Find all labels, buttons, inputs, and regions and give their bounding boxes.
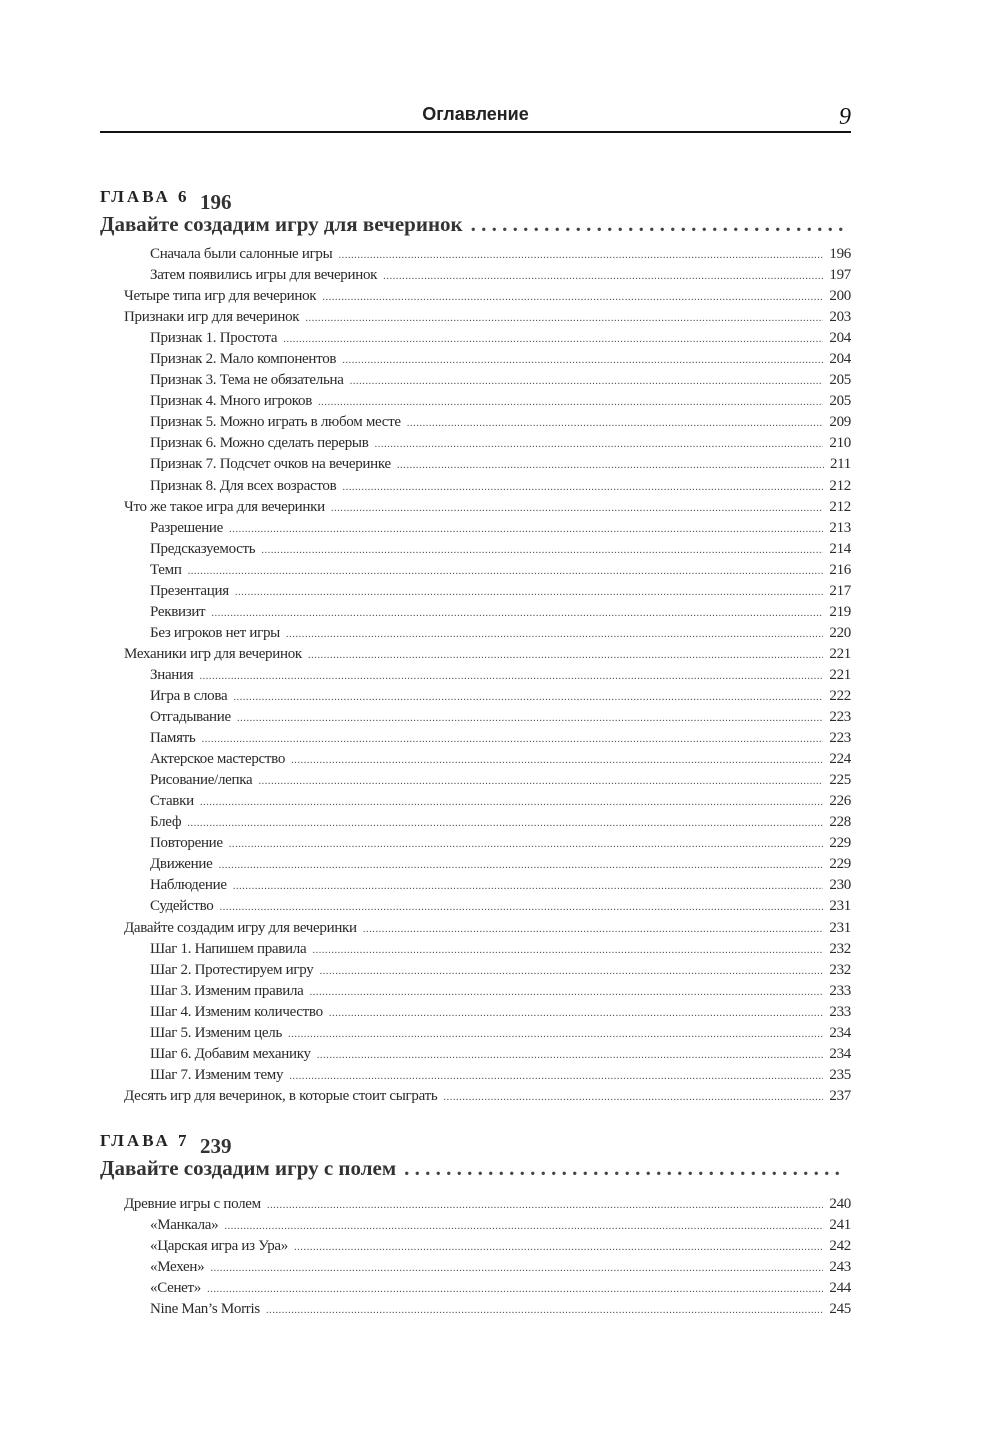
- toc-entry[interactable]: [100, 1044, 851, 1065]
- running-title: Оглавление: [422, 104, 529, 124]
- dot-leader: [229, 834, 824, 855]
- toc-entry[interactable]: [100, 749, 851, 770]
- toc-entry-page: 223: [829, 730, 851, 747]
- toc-entry-page: 229: [829, 856, 851, 873]
- toc-entry-title: Древние игры с полем: [124, 1196, 261, 1212]
- toc-entry[interactable]: [100, 644, 851, 665]
- toc-entry-title: Признак 5. Можно играть в любом месте: [150, 414, 401, 431]
- dot-leader: [200, 792, 824, 813]
- dot-leader: [286, 624, 823, 645]
- dot-leader: [397, 455, 824, 476]
- dot-leader: [308, 645, 823, 666]
- dot-leader: [288, 1024, 823, 1045]
- toc-entry-title: Сначала были салонные игры: [150, 246, 333, 262]
- toc-entry-page: 243: [829, 1259, 851, 1276]
- toc-entry-title: Механики игр для вечеринок: [124, 645, 302, 662]
- dot-leader: [318, 392, 823, 413]
- dot-leader: [207, 1279, 823, 1300]
- toc-entry[interactable]: [100, 244, 851, 265]
- toc-entry-page: 240: [829, 1196, 851, 1212]
- toc-entry[interactable]: [100, 454, 851, 475]
- toc-entry-title: Признаки игр для вечеринок: [124, 309, 300, 326]
- toc-entry-page: 204: [829, 351, 851, 368]
- toc-entry-page: 204: [829, 330, 851, 347]
- toc-entry-page: 233: [829, 1003, 851, 1020]
- toc-entry-page: 212: [829, 477, 851, 494]
- dot-leader: [233, 687, 823, 708]
- dot-leader: [317, 1045, 824, 1066]
- dot-leader: [342, 477, 823, 498]
- dot-leader: [363, 919, 824, 940]
- running-head: [100, 104, 851, 132]
- toc-entry[interactable]: [100, 833, 851, 854]
- chapter-6-entries: [100, 244, 851, 1107]
- dot-leader: [310, 982, 824, 1003]
- toc-entry-title: Реквизит: [150, 603, 206, 620]
- toc-entry[interactable]: [100, 812, 851, 833]
- toc-entry-title: Что же такое игра для вечеринки: [124, 498, 325, 515]
- toc-entry[interactable]: [100, 391, 851, 412]
- toc-entry-page: 214: [829, 540, 851, 557]
- toc-entry-page: 231: [829, 898, 851, 915]
- toc-entry-title: Шаг 5. Изменим цель: [150, 1024, 282, 1041]
- chapter-title: Давайте создадим игру с полем: [100, 1156, 397, 1180]
- toc-entry[interactable]: [100, 918, 851, 939]
- toc-entry[interactable]: [100, 1086, 851, 1107]
- toc-entry-page: 219: [829, 603, 851, 620]
- toc-entry-title: Память: [150, 730, 196, 747]
- toc-entry-title: «Манкала»: [150, 1217, 219, 1234]
- toc-entry-title: Рисование/лепка: [150, 772, 253, 789]
- toc-entry-title: Признак 1. Простота: [150, 330, 278, 347]
- dot-leader: [218, 855, 823, 876]
- dot-leader: [266, 1300, 824, 1321]
- dot-leader: [407, 413, 824, 434]
- dot-leader: [329, 1003, 824, 1024]
- toc-entry-title: «Мехен»: [150, 1259, 205, 1276]
- toc-entry-title: Темп: [150, 561, 182, 578]
- toc-entry-page: 235: [829, 1066, 851, 1083]
- dot-leader: [375, 434, 824, 455]
- dot-leader: [187, 813, 823, 834]
- toc-entry-title: «Царская игра из Ура»: [150, 1238, 288, 1255]
- chapter-label: ГЛАВА 7: [100, 1131, 190, 1150]
- dot-leader: [319, 961, 823, 982]
- dot-leader: [188, 561, 824, 582]
- toc-entry[interactable]: [100, 497, 851, 518]
- dot-leader: [258, 771, 823, 792]
- dot-leader: [312, 940, 823, 961]
- dot-leader: [443, 1087, 823, 1108]
- toc-entry-page: 217: [829, 582, 851, 599]
- dot-leader: [294, 1237, 823, 1258]
- toc-entry-page: 224: [829, 751, 851, 768]
- toc-entry-page: 231: [829, 919, 851, 936]
- toc-entry-title: Шаг 3. Изменим правила: [150, 982, 304, 999]
- page-number: 9: [839, 104, 851, 130]
- toc-entry-page: 211: [829, 456, 851, 473]
- toc-entry-title: Десять игр для вечеринок, в которые стоит сыграть: [124, 1087, 438, 1104]
- toc-entry-title: Шаг 7. Изменим тему: [150, 1066, 284, 1083]
- toc-entry[interactable]: [100, 1278, 851, 1299]
- toc-entry-title: Судейство: [150, 898, 214, 915]
- toc-entry[interactable]: [100, 939, 851, 960]
- toc-entry-page: 200: [829, 288, 851, 305]
- toc-entry[interactable]: [100, 1236, 851, 1257]
- toc-entry-title: «Сенет»: [150, 1280, 201, 1297]
- dot-leader: [331, 498, 824, 519]
- dot-leader: [229, 519, 823, 540]
- chapter-7-entries: [100, 1194, 851, 1320]
- dot-leader: [289, 1066, 823, 1087]
- toc-entry-title: Знания: [150, 666, 194, 683]
- toc-entry-page: 203: [829, 309, 851, 326]
- toc-entry[interactable]: [100, 433, 851, 454]
- dot-leader: [350, 371, 824, 392]
- toc-entry[interactable]: [100, 791, 851, 812]
- toc-entry[interactable]: [100, 1065, 851, 1086]
- toc-entry-page: 241: [829, 1217, 851, 1234]
- toc-entry-page: 205: [829, 372, 851, 389]
- chapter-title: Давайте создадим игру для вечеринок: [100, 212, 463, 236]
- toc-entry-title: Признак 7. Подсчет очков на вечеринке: [150, 456, 391, 473]
- toc-entry[interactable]: [100, 770, 851, 791]
- toc-entry-title: Четыре типа игр для вечеринок: [124, 288, 317, 305]
- toc-entry-title: Затем появились игры для вечеринок: [150, 267, 378, 284]
- toc-entry-title: Повторение: [150, 835, 223, 852]
- dot-leader: [237, 708, 824, 729]
- toc-entry[interactable]: [100, 286, 851, 307]
- toc-entry-title: Признак 8. Для всех возрастов: [150, 477, 337, 494]
- toc-entry[interactable]: [100, 981, 851, 1002]
- toc-entry[interactable]: [100, 370, 851, 391]
- toc-entry-page: 225: [829, 772, 851, 789]
- toc-entry-title: Признак 3. Тема не обязательна: [150, 372, 344, 389]
- dot-leader: [338, 245, 823, 266]
- toc-entry-title: Шаг 4. Изменим количество: [150, 1003, 323, 1020]
- toc-entry-page: 233: [829, 982, 851, 999]
- toc-entry-title: Давайте создадим игру для вечеринки: [124, 919, 357, 936]
- toc-entry[interactable]: [100, 328, 851, 349]
- toc-entry[interactable]: [100, 1257, 851, 1278]
- toc-entry-page: 229: [829, 835, 851, 852]
- toc-entry-page: 216: [829, 561, 851, 578]
- toc-entry[interactable]: [100, 1299, 851, 1320]
- toc-entry[interactable]: [100, 476, 851, 497]
- dot-leader: [322, 287, 823, 308]
- toc-entry-page: 242: [829, 1238, 851, 1255]
- toc-entry[interactable]: [100, 307, 851, 328]
- toc-entry-page: 221: [829, 645, 851, 662]
- toc-entry[interactable]: [100, 539, 851, 560]
- toc-entry-title: Презентация: [150, 582, 229, 599]
- toc-entry[interactable]: [100, 728, 851, 749]
- chapter-6: [100, 186, 851, 1107]
- toc-entry-page: 196: [829, 246, 851, 262]
- dot-leader: [224, 1216, 823, 1237]
- toc-entry[interactable]: [100, 518, 851, 539]
- dot-leader: [211, 603, 823, 624]
- toc-entry[interactable]: [100, 623, 851, 644]
- toc-entry-page: 205: [829, 393, 851, 410]
- toc-entry[interactable]: [100, 1002, 851, 1023]
- toc-entry-title: Шаг 1. Напишем правила: [150, 940, 307, 957]
- dot-leader: [233, 876, 824, 897]
- toc-entry-page: 223: [829, 709, 851, 726]
- toc-entry[interactable]: [100, 896, 851, 917]
- toc-entry[interactable]: [100, 349, 851, 370]
- toc-entry-title: Актерское мастерство: [150, 751, 286, 768]
- dot-leader: [235, 582, 824, 603]
- toc-entry-title: Шаг 6. Добавим механику: [150, 1045, 311, 1062]
- toc-entry-title: Предсказуемость: [150, 540, 256, 557]
- toc-entry[interactable]: [100, 665, 851, 686]
- toc-entry-page: 197: [829, 267, 851, 284]
- toc-entry[interactable]: [100, 1023, 851, 1044]
- toc-entry-title: Признак 4. Много игроков: [150, 393, 312, 410]
- toc-entry-title: Наблюдение: [150, 877, 227, 894]
- toc-entry-page: 210: [829, 435, 851, 452]
- dot-leader: [210, 1258, 823, 1279]
- toc-entry-page: 226: [829, 793, 851, 810]
- toc-entry-title: Nine Man’s Morris: [150, 1301, 260, 1318]
- toc-entry-page: 232: [829, 961, 851, 978]
- toc-entry[interactable]: [100, 707, 851, 728]
- toc-entry-title: Разрешение: [150, 519, 224, 536]
- toc-entry[interactable]: [100, 412, 851, 433]
- toc-entry[interactable]: [100, 602, 851, 623]
- toc-entry-page: 221: [829, 666, 851, 683]
- dot-leader: [283, 329, 823, 350]
- toc-entry-title: Отгадывание: [150, 709, 231, 726]
- toc-entry-page: 234: [829, 1045, 851, 1062]
- toc-entry-page: 245: [829, 1301, 851, 1318]
- chapter-label: ГЛАВА 6: [100, 187, 190, 206]
- toc-entry[interactable]: [100, 854, 851, 875]
- toc-entry-page: 212: [829, 498, 851, 515]
- toc-entry-title: Без игроков нет игры: [150, 624, 280, 641]
- toc-entry-title: Ставки: [150, 793, 194, 810]
- chapter-page: 239: [200, 1134, 232, 1158]
- dot-leader: [201, 729, 823, 750]
- toc-entry-title: Движение: [150, 856, 213, 873]
- toc-entry-page: 222: [829, 687, 851, 704]
- toc-entry[interactable]: [100, 875, 851, 896]
- toc-entry-page: 244: [829, 1280, 851, 1297]
- dot-leader: [305, 308, 823, 329]
- dot-leader: [267, 1195, 824, 1216]
- toc-entry-page: 213: [829, 519, 851, 536]
- dot-leader: [261, 540, 823, 561]
- toc-entry-page: 230: [829, 877, 851, 894]
- toc-entry[interactable]: [100, 265, 851, 286]
- toc-entry-page: 228: [829, 814, 851, 831]
- toc-entry-page: 234: [829, 1024, 851, 1041]
- toc-entry-page: 220: [829, 624, 851, 641]
- toc-entry[interactable]: [100, 1215, 851, 1236]
- dot-leader: [291, 750, 823, 771]
- toc-entry[interactable]: [100, 581, 851, 602]
- toc-entry-page: 232: [829, 940, 851, 957]
- toc-entry[interactable]: [100, 686, 851, 707]
- toc-entry-page: 237: [829, 1087, 851, 1104]
- dot-leader: [383, 266, 823, 287]
- toc-entry-title: Шаг 2. Протестируем игру: [150, 961, 314, 978]
- chapter-page: 196: [200, 190, 232, 214]
- dot-leader: [199, 666, 823, 687]
- toc-entry[interactable]: [100, 960, 851, 981]
- dot-leader: [342, 350, 823, 371]
- toc-entry[interactable]: [100, 1194, 851, 1215]
- toc-entry-title: Игра в слова: [150, 687, 228, 704]
- chapter-7: [100, 1130, 851, 1320]
- toc-entry[interactable]: [100, 560, 851, 581]
- toc-entry-page: 209: [829, 414, 851, 431]
- dot-leader: [220, 897, 824, 918]
- toc-entry-title: Блеф: [150, 814, 182, 831]
- toc-entry-title: Признак 2. Мало компонентов: [150, 351, 337, 368]
- toc-entry-title: Признак 6. Можно сделать перерыв: [150, 435, 369, 452]
- header-rule: [100, 131, 851, 133]
